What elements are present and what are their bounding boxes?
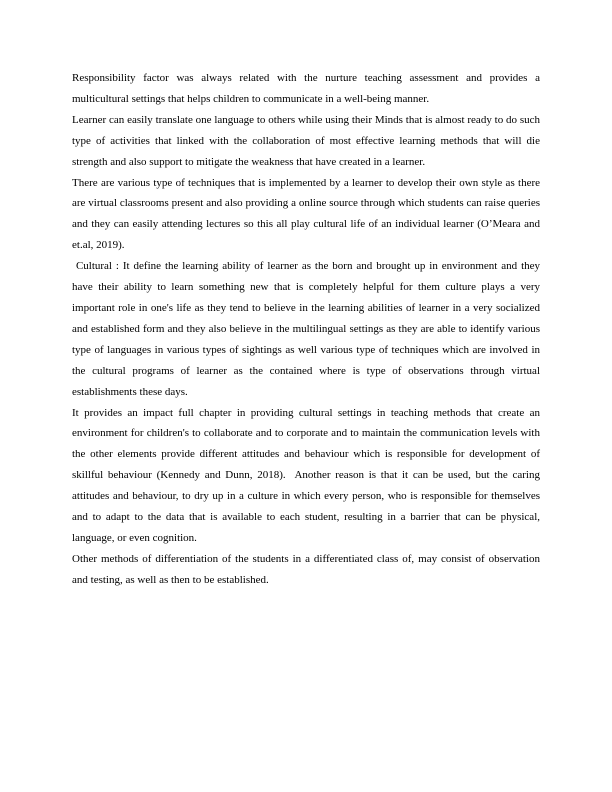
paragraph-cultural: Cultural : It define the learning ability of learner as the born and brought up in environment and they have their ability to learn something new that is completely helpful for them culture plays a very important role in one's life as they tend to believe in the learning abilities of learner in a very socialized and established form and they also believe in the multilingual settings as they are able to identify various type of languages in various types of sightings as well various type of techniques which are involved in the cultural programs of learner as the contained where is type of observations through virtual establishments these days. [72,260,543,398]
paragraph-techniques: There are various type of techniques that is implemented by a learner to develop their own style as there are virtual classrooms present and also providing a online source through which students can raise queries and they can easily attending lectures so this all play cultural life of an individual learner (O’Meara and et.al, 2019). [72,176,543,252]
paragraph-impact: It provides an impact full chapter in providing cultural settings in teaching methods that create an environment for children's to collaborate and to corporate and to maintain the communication levels with the other elements provide different attitudes and behaviour which is responsible for development of skillful behaviour (Kennedy and Dunn, 2018). Another reason is that it can be used, but the caring attitudes and behaviour, to dry up in a culture in which every person, who is responsible for themselves and to adapt to the data that is available to each student, resulting in a barrier that can be physical, language, or even cognition. [72,406,543,544]
paragraph-responsibility: Responsibility factor was always related with the nurture teaching assessment and provides a multicultural settings that helps children to communicate in a well-being manner. [72,72,543,105]
document-page [72,68,543,591]
paragraph-differentiation: Other methods of differentiation of the students in a differentiated class of, may consist of observation and testing, as well as then to be established. [72,552,543,586]
paragraph-translation: Learner can easily translate one language to others while using their Minds that is almost ready to do such type of activities that linked with the collaboration of most effective learning methods that will die strength and also support to mitigate the weakness that have created in a learner. [72,113,543,168]
